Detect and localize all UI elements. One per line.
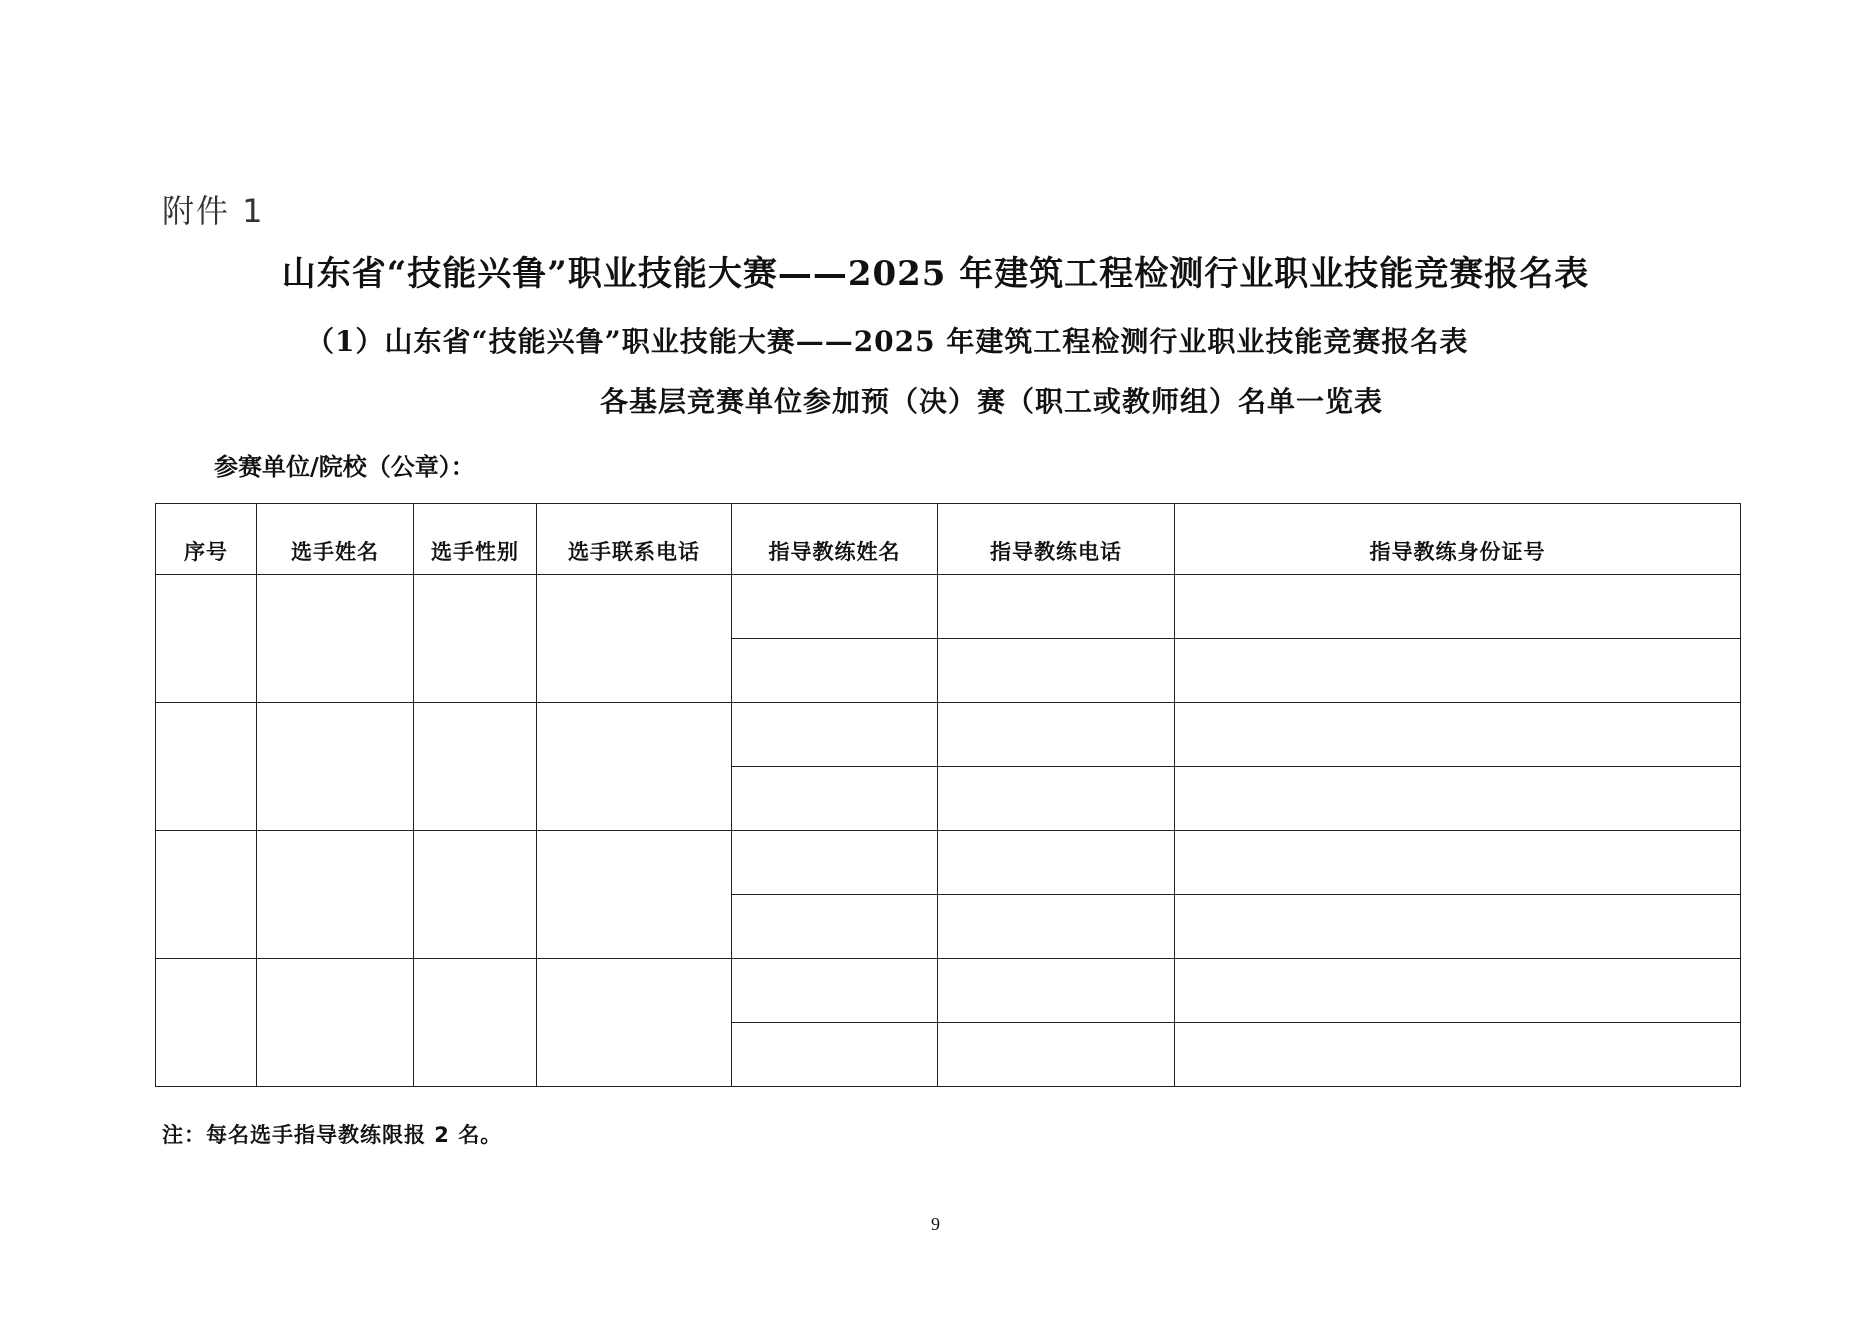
cell-coach-phone[interactable] xyxy=(938,1023,1175,1087)
cell-contestant-gender[interactable] xyxy=(414,575,537,703)
header-index: 序号 xyxy=(156,504,257,575)
cell-coach-name[interactable] xyxy=(732,639,938,703)
unit-seal-label: 参赛单位/院校（公章）： xyxy=(214,452,475,481)
table-row xyxy=(156,831,1741,895)
table-header-row xyxy=(156,504,1741,575)
header-contestant-phone: 选手联系电话 xyxy=(537,504,732,575)
cell-coach-id[interactable] xyxy=(1175,895,1741,959)
cell-contestant-phone[interactable] xyxy=(537,575,732,703)
cell-coach-id[interactable] xyxy=(1175,831,1741,895)
attachment-label: 附件 1 xyxy=(162,192,265,230)
cell-contestant-name[interactable] xyxy=(257,575,414,703)
cell-coach-phone[interactable] xyxy=(938,575,1175,639)
cell-coach-name[interactable] xyxy=(732,895,938,959)
cell-coach-id[interactable] xyxy=(1175,639,1741,703)
page-title: 山东省“技能兴鲁”职业技能大赛——2025 年建筑工程检测行业职业技能竞赛报名表 xyxy=(281,254,1590,294)
table-row xyxy=(156,703,1741,767)
cell-index[interactable] xyxy=(156,959,257,1087)
header-contestant-gender: 选手性别 xyxy=(414,504,537,575)
cell-contestant-name[interactable] xyxy=(257,703,414,831)
cell-index[interactable] xyxy=(156,703,257,831)
cell-coach-name[interactable] xyxy=(732,1023,938,1087)
subtitle-line-1: （1）山东省“技能兴鲁”职业技能大赛——2025 年建筑工程检测行业职业技能竞赛报名表 xyxy=(306,325,1469,358)
cell-coach-phone[interactable] xyxy=(938,831,1175,895)
table-row xyxy=(156,959,1741,1023)
cell-index[interactable] xyxy=(156,831,257,959)
cell-contestant-gender[interactable] xyxy=(414,703,537,831)
page-number: 9 xyxy=(931,1214,940,1234)
cell-index[interactable] xyxy=(156,575,257,703)
cell-contestant-phone[interactable] xyxy=(537,703,732,831)
cell-coach-name[interactable] xyxy=(732,831,938,895)
footnote: 注：每名选手指导教练限报 2 名。 xyxy=(162,1123,503,1147)
header-coach-id: 指导教练身份证号 xyxy=(1175,504,1741,575)
table-row xyxy=(156,575,1741,639)
header-coach-phone: 指导教练电话 xyxy=(938,504,1175,575)
cell-contestant-gender[interactable] xyxy=(414,959,537,1087)
cell-coach-name[interactable] xyxy=(732,575,938,639)
cell-contestant-phone[interactable] xyxy=(537,831,732,959)
cell-coach-name[interactable] xyxy=(732,703,938,767)
cell-contestant-name[interactable] xyxy=(257,959,414,1087)
cell-coach-id[interactable] xyxy=(1175,703,1741,767)
cell-coach-name[interactable] xyxy=(732,959,938,1023)
cell-coach-id[interactable] xyxy=(1175,575,1741,639)
cell-coach-phone[interactable] xyxy=(938,639,1175,703)
cell-coach-id[interactable] xyxy=(1175,767,1741,831)
cell-coach-phone[interactable] xyxy=(938,703,1175,767)
cell-contestant-phone[interactable] xyxy=(537,959,732,1087)
cell-coach-phone[interactable] xyxy=(938,767,1175,831)
cell-coach-name[interactable] xyxy=(732,767,938,831)
registration-table xyxy=(155,503,1741,1087)
cell-contestant-gender[interactable] xyxy=(414,831,537,959)
cell-coach-id[interactable] xyxy=(1175,1023,1741,1087)
cell-coach-phone[interactable] xyxy=(938,895,1175,959)
subtitle-line-2: 各基层竞赛单位参加预（决）赛（职工或教师组）名单一览表 xyxy=(600,385,1384,418)
header-coach-name: 指导教练姓名 xyxy=(732,504,938,575)
header-contestant-name: 选手姓名 xyxy=(257,504,414,575)
cell-contestant-name[interactable] xyxy=(257,831,414,959)
cell-coach-phone[interactable] xyxy=(938,959,1175,1023)
cell-coach-id[interactable] xyxy=(1175,959,1741,1023)
